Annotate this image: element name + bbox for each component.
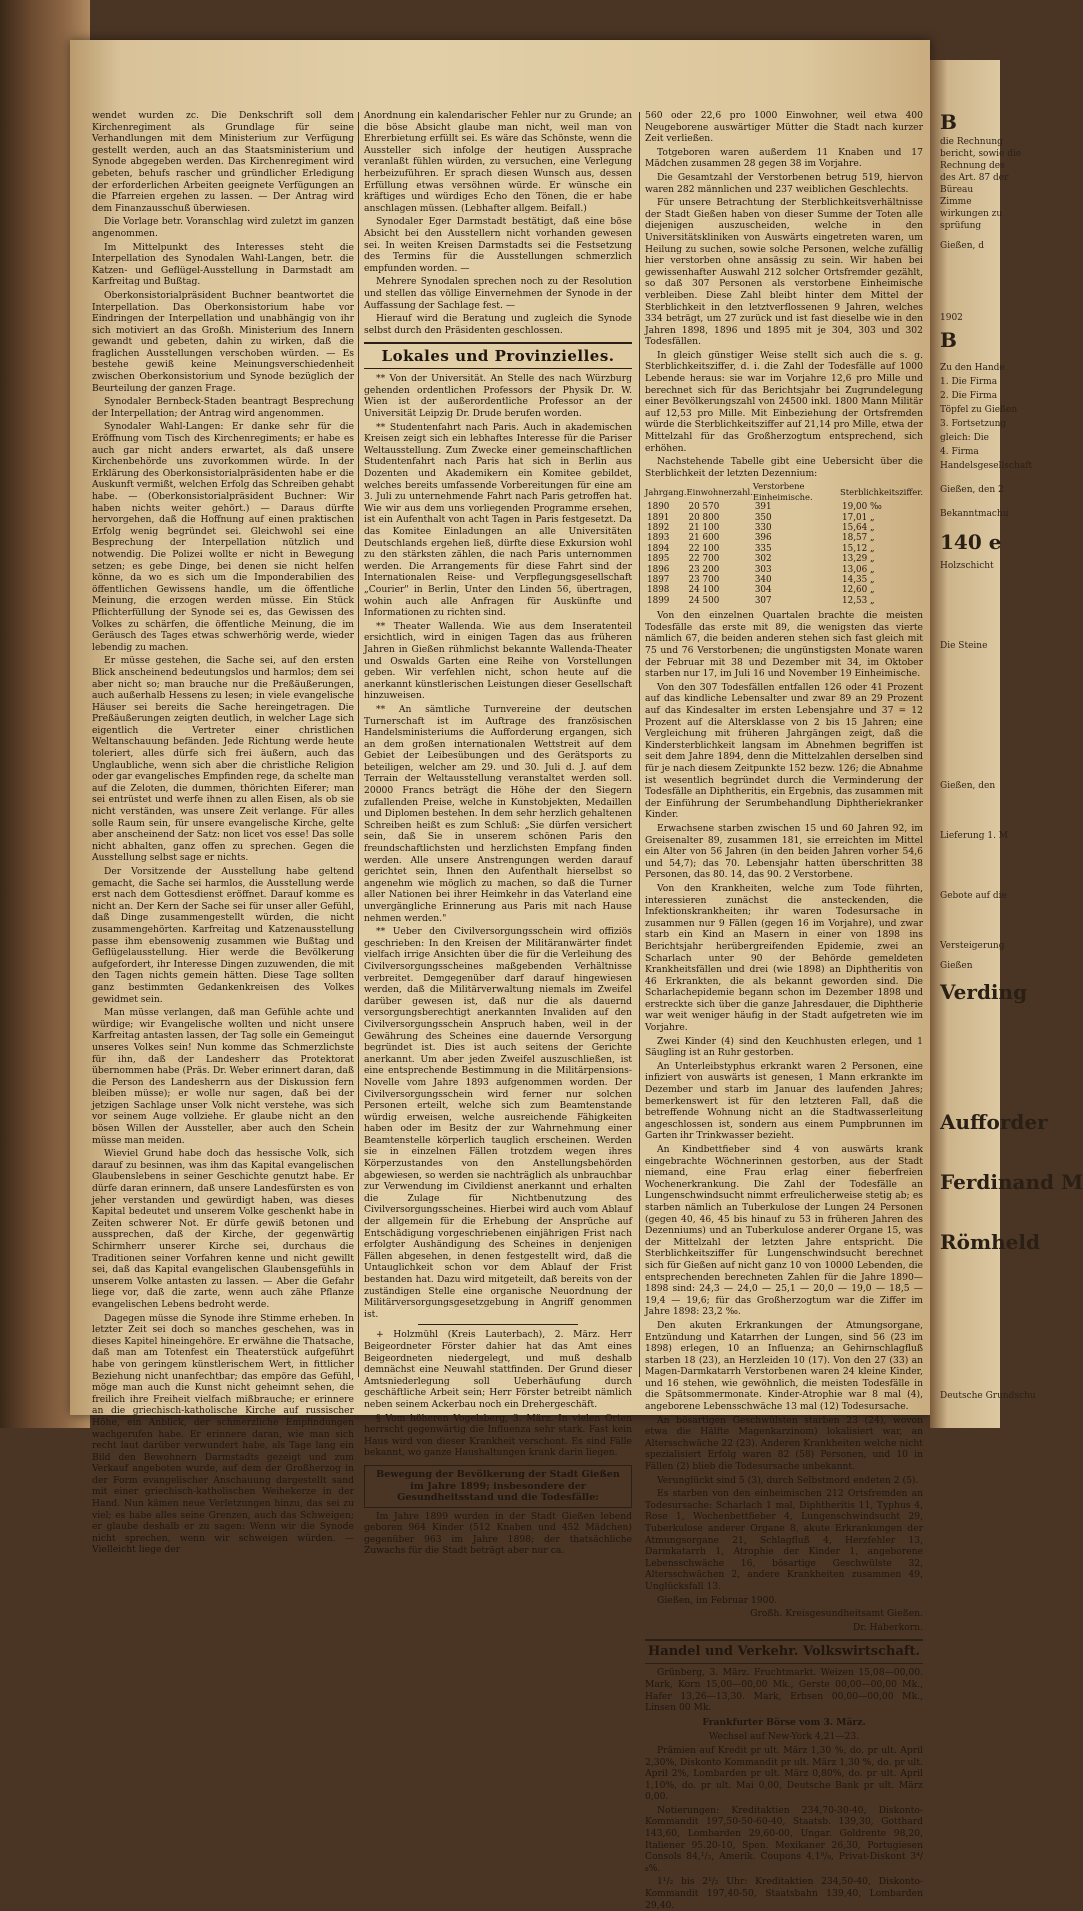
table-cell: 396 bbox=[754, 533, 772, 544]
article-paragraph: Totgeboren waren außerdem 11 Knaben und 17 Mädchen zusammen 28 gegen 38 im Vorjahre. bbox=[645, 146, 923, 170]
table-cell: 1899 bbox=[647, 595, 670, 606]
news-item: + Holzmühl (Kreis Lauterbach), 2. März. Herr Beigeordneter Förster dahier hat das Amt eines Beigeordneten niedergelegt, und muß deshalb demnächst eine Neuwahl stattfinden. Der Grund dieser Amtsniederlegung soll Ueberhäufung durch geschäftliche Arbeit sein; Herr Förster betreibt nämlich neben seinem Ackerbau noch ein Drehergeschäft. bbox=[364, 1329, 632, 1410]
table-cell: 20 800 bbox=[688, 512, 720, 523]
table-cell: 22 100 bbox=[688, 543, 720, 554]
mortality-table bbox=[645, 481, 923, 606]
article-paragraph: Zwei Kinder (4) sind den Keuchhusten erlegen, und 1 Säugling ist an Ruhr gestorben. bbox=[645, 1035, 923, 1059]
table-cell: 12,53 „ bbox=[842, 595, 875, 606]
table-cell: 12,60 „ bbox=[842, 585, 875, 596]
next-page-fragment: Gießen, den 2 bbox=[940, 485, 1004, 495]
article-paragraph: Der Vorsitzende der Ausstellung habe geltend gemacht, die Sache sei harmlos, die Ausstellung werde erst nach dem Gottesdienst eröffnet. Darauf komme es nicht an. Der Kern der Sache sei für unser aller Gefühl, daß Dinge zusammengestellt würden, die nicht zusammengehörten. Karfreitag und Katzenausstellung passe ihm ebensowenig zusammen wie Bußtag und Geflügelausstellung. Hier werde die Bevölkerung aufgefordert, ihr Interesse Dingen zuzuwenden, die mit den Tagen nichts gemein hätten. Diese Tage sollten ganz bestimmten Gedankenkreisen des Volkes gewidmet sein. bbox=[92, 866, 354, 1005]
table-cell: 1898 bbox=[647, 585, 670, 596]
article-paragraph: Dagegen müsse die Synode ihre Stimme erheben. In letzter Zeit sei doch so manches geschehen, was in dieses Kapitel hineingehöre. Er erwähne die Thatsache, daß man am Totenfest ein Theaterstück aufgeführt habe von geringem künstlerischem Wert, in fittlicher Beziehung nicht unanfechtbar; das empöre das Gefühl, möge man auch die Kunst nicht geheimnt sehen, die freilich ihre Freiheit vielfach mißbrauche; er erinnere an die griechisch-katholische Kirche auf russischer Höhe, ein Anblick, der schmerzliche Empfindungen wachgerufen habe. Er erinnere daran, wie man sich recht laut darüber verwundert habe, als Tage lang ein Bild den Bewohnern Darmstadts gezeigt und zum Verkauf angeboten wurde, auf dem der Großherzog in der Form evangelischer Anschauung dargestellt sand mit einer griechisch-katholischen Weihekerze in der Hand. Nun kämen neue Verletzungen hinzu, das sei zu viel; es habe alles seine Grenzen, auch das Schweigen; er glaube deshalb er zu sagen: Wenn wir die Synode nicht sprechen, wenn wir schweigen würden. — Vielleicht liege der bbox=[92, 1312, 354, 1556]
table-cell: 1896 bbox=[647, 564, 670, 575]
next-page-fragment: B bbox=[940, 110, 957, 134]
table-cell: 350 bbox=[754, 512, 772, 523]
table-cell: 1891 bbox=[647, 512, 670, 523]
next-page-fragment: Bekanntmachu bbox=[940, 509, 1009, 519]
market-report: Grünberg, 3. März. Fruchtmarkt. Weizen 15,08—00,00. Mark, Korn 15,00—00,00 Mk., Gerste 00,00—00,00 Mk., Hafer 13,26—13,30. Mark, Erbsen 00,00—00,00 Mk., Linsen 00 Mk. bbox=[645, 1667, 923, 1714]
adjacent-page-fragment bbox=[930, 60, 1083, 1428]
table-cell: 335 bbox=[754, 543, 772, 554]
article-paragraph: Man müsse verlangen, daß man Gefühle achte und würdige; wir Evangelische wollten und nicht unsere Karfreitag antasten lassen, der Tag solle ein Gemeingut unseres Volkes sein! Nun komme das Schmerzlichste für ihn, daß der Landesherr das Protektorat übernommen habe (Präs. Dr. Weber erinnert daran, daß die Person des Landesherrn aus der Diskussion fern bleiben müsse); er wolle nur sagen, daß bei der jetzigen Sachlage unser Volk nicht verstehe, was sich vor seinem Auge vollziehe. Er glaube nicht an den bösen Willen der Aussteller, aber auch den Schein müsse man meiden. bbox=[92, 1007, 354, 1146]
table-cell: 303 bbox=[754, 564, 772, 575]
next-page-fragment: sprüfung bbox=[940, 221, 982, 231]
article-paragraph: wendet wurden zc. Die Denkschrift soll dem Kirchenregiment als Grundlage für seine Verhandlungen mit dem Ministerium zur Verfügung gestellt werden, auch an das Staatsministerium und Synode abgegeben werden. Das Kirchenregiment wird gebeten, behufs rascher und gründlicher Erledigung der erforderlichen Arbeiten geeignete Verfügungen an die Pfarreien ergehen zu lassen. — Der Antrag wird dem Finanzausschuß überwiesen. bbox=[92, 110, 354, 214]
table-row bbox=[645, 585, 923, 595]
article-paragraph: Synodaler Eger Darmstadt bestätigt, daß eine böse Absicht bei den Ausstellern nicht vorhanden gewesen sei. In weiten Kreisen Darmstadts sei die Festsetzung des Termins für die Ausstellungen schmerzlich empfunden worden. — bbox=[364, 216, 632, 274]
article-paragraph: Synodaler Bernbeck-Staden beantragt Besprechung der Interpellation; der Antrag wird angenommen. bbox=[92, 396, 354, 419]
table-row bbox=[645, 502, 923, 512]
next-page-fragment: Zimme bbox=[940, 197, 972, 207]
table-row bbox=[645, 554, 923, 564]
table-cell: 21 100 bbox=[688, 523, 720, 534]
next-page-fragment: Gebote auf die bbox=[940, 891, 1007, 901]
separator bbox=[418, 1324, 579, 1325]
article-paragraph: Es starben von den einheimischen 212 Ortsfremden an Todesursache: Scharlach 1 mal, Diphtheritis 11, Typhus 4, Rose 1, Wochenbettfieber 4, Lungenschwindsucht 29, Tuberkulose anderer Organe 8, akute Erkrankungen der Atmungsorgane 21, Schlagfluß 4, Herzfehler 13, Darmkatarrh 1, Atrophie der Kinder 1, angeborene Lebensschwäche 16, bösartige Geschwülste 32, Altersschwächen 2, andere Krankheiten zusammen 49, Unglücksfall 13. bbox=[645, 1488, 923, 1592]
next-page-fragment: Römheld bbox=[940, 1230, 1040, 1254]
table-cell: 14,35 „ bbox=[842, 575, 875, 586]
next-page-fragment: B bbox=[940, 328, 957, 352]
table-header: Jahrgang. bbox=[645, 486, 687, 497]
table-cell: 302 bbox=[754, 554, 772, 565]
dateline: Gießen, im Februar 1900. bbox=[657, 1594, 778, 1606]
news-item: ** Studentenfahrt nach Paris. Auch in akademischen Kreisen zeigt sich ein lebhaftes Interesse für die Pariser Weltausstellung. Zum Zwecke einer gemeinschaftlichen Studentenfahrt nach Paris hat sich in Berlin aus Dozenten und Akademikern ein Komitee gebildet, welches bereits umfassende Vorbereitungen für eine am 3. Juli zu unternehmende Fahrt nach Paris getroffen hat. Wie wir aus dem uns vorliegenden Programme ersehen, ist ein Aufenthalt von acht Tagen in Paris festgesetzt. Da das Komitee Einladungen an alle Universitäten Deutschlands ergehen ließ, dürfte diese Exkursion wohl zu den stärksten zählen, die nach Paris unternommen werden. Die Arrangements für diese Fahrt sind der Internationalen Reise- und Verpflegungsgesellschaft „Courier" in Berlin, Unter den Linden 56, übertragen, wohin auch alle Anfragen für Auskünfte und Informationen zu richten sind. bbox=[364, 421, 632, 619]
column-rule bbox=[639, 112, 640, 1377]
next-page-fragment: 1902 bbox=[940, 313, 963, 323]
table-row bbox=[645, 533, 923, 543]
next-page-fragment: Lieferung 1. M bbox=[940, 831, 1009, 841]
next-page-fragment: wirkungen zu bbox=[940, 209, 1003, 219]
next-page-fragment: die Rechnung bbox=[940, 137, 1003, 147]
news-item: ** Ueber den Civilversorgungsschein wird offiziös geschrieben: In den Kreisen der Militäranwärter findet vielfach irrige Ansichten über die für die Verleihung des Civilversorgungsscheines maßgebenden Verhältnisse verbreitet. Demgegenüber darf darauf hingewiesen werden, daß die Militärverwaltung niemals im Zweifel darüber gewesen ist, daß nur die als dauernd versorgungsberechtigt anerkannten Invaliden auf den Civilversorgungsschein Anspruch haben, weil in der Gewährung des Scheines eine dauernde Versorgung begründet ist. Dies ist auch seitens der Gerichte anerkannt. Um aber jeden Zweifel auszuschließen, ist eine entsprechende Bestimmung in die Militärpensions-Novelle vom Jahre 1893 aufgenommen worden. Der Civilversorgungsschein wird ferner nur solchen Personen erteilt, welche sich zum Beamtenstande würdig erweisen, welche ausreichende Fähigkeiten haben oder im Besitz der zur Wahrnehmung einer Beamtenstelle körperlich tauglich erscheinen. Werden sie in einzelnen Fällen trotzdem wegen ihres Körperzustandes von den Anstellungsbehörden abgewiesen, so werden sie nachträglich als unbrauchbar zur Verwendung im Civildienst anerkannt und erhalten die Zulage für Nichtbenutzung des Civilversorgungsscheines. Hierbei wird auch vom Ablauf der allgemein für die Erhebung der Ansprüche auf Entschädigung vorgeschriebenen einjährigen Frist nach erfolgter Aushändigung des Scheines in denjenigen Fällen abgesehen, in denen festgestellt wird, daß die Untauglichkeit schon vor dem Ablauf der Frist bestanden hat. Dazu wird mitgeteilt, daß bereits von der zuständigen Stelle eine organische Neuordnung der Militärversorgungsgesetzgebung in Angriff genommen ist. bbox=[364, 926, 632, 1320]
article-paragraph: Von den 307 Todesfällen entfallen 126 oder 41 Prozent auf das kindliche Lebensalter und zwar 89 an 29 Prozent auf das Kindesalter im ersten Lebensjahre und 37 = 12 Prozent auf die Altersklasse von 2 bis 15 Jahren; eine Vergleichung mit früheren Jahrgängen zeigt, daß die Kindersterblichkeit langsam im Abnehmen begriffen ist seit dem Jahre 1894, denn die Mittelzahlen derselben sind für je nach diesem Zeitpunkte 152 bezw. 126; die Abnahme ist wesentlich begründet durch die Verminderung der Todesfälle an Diphtheritis, ein Ergebnis, das zusammen mit der Einführung der Serumbehandlung Diphtheriekranker Kinder. bbox=[645, 681, 923, 821]
article-paragraph: Anordnung ein kalendarischer Fehler nur zu Grunde; an die böse Absicht glaube man nicht, weil man von Ehrerbietung erfüllt sei. Es wäre das Schönste, wenn die Aussteller sich infolge der heutigen Aussprache veranlaßt fühlen würden, zu versuchen, eine Verlegung herbeizuführen. Er sprach diesen Wunsch aus, dessen Erfüllung etwas versöhnen würde. Er wünsche ein kräftiges und würdiges Echo den Tönen, die er habe anschlagen müssen. (Lebhafter allgem. Beifall.) bbox=[364, 110, 632, 214]
article-paragraph: Verunglückt sind 5 (3), durch Selbstmord endeten 2 (5). bbox=[657, 1474, 919, 1486]
news-item: Im Jahre 1899 wurden in der Stadt Gießen lebend geboren 964 Kinder (512 Knaben und 452 Mädchen) gegenüber 963 im Jahre 1898; der thatsächliche Zuwachs für die Stadt beträgt aber nur ca. bbox=[364, 1510, 632, 1557]
table-cell: 1895 bbox=[647, 554, 670, 565]
table-header-row bbox=[645, 481, 923, 502]
next-page-fragment: Gießen, d bbox=[940, 241, 985, 251]
article-paragraph: An Kindbettfieber sind 4 von auswärts krank eingebrachte Wöchnerinnen gestorben, aus der Stadt niemand, eine Frau erlag einer fieberfreien Wochenerkrankung. Die Zahl der Todesfälle an Lungenschwindsucht nimmt erfreulicherweise stetig ab; es starben nämlich an Tuberkulose der Lungen 24 Personen (gegen 40, 46, 45 bis hinauf zu 53 in früheren Jahren des Dezenniums) und an Tuberkulose anderer Organe 15, was der Mittelzahl der letzten Jahre entspricht. Die Sterblichkeitsziffer für Lungenschwindsucht berechnet sich für Gießen auf nicht ganz 10 von 10000 Lebenden, die entsprechenden berechneten Zahlen für die Jahre 1890—1898 sind: 24,3 — 24,0 — 25,1 — 20,0 — 19,0 — 18,5 — 19,4 — 19,6; für das Großherzogtum war die Ziffer im Jahre 1898: 23,2 ‰. bbox=[645, 1144, 923, 1318]
exchange-rate: Wechsel auf New-York 4,21—23. bbox=[708, 1731, 860, 1743]
article-paragraph: Nachstehende Tabelle gibt eine Uebersicht über die Sterblichkeit der letzten Dezennium: bbox=[645, 456, 923, 479]
table-cell: 23 700 bbox=[688, 575, 720, 586]
article-paragraph: Synodaler Wahl-Langen: Er danke sehr für die Eröffnung vom Tisch des Kirchenregiments; er habe es auch gar nicht anders erwartet, als daß unsere Kirchenbehörde uns zuvorkommen würde. In der Erklärung des Oberkonsistorialpräsidenten habe er die Auskunft vermißt, welchen Erfolg das Schreiben gehabt habe. — (Oberkonsistorialpräsident Buchner: Wir haben nichts weiter gehört.) — Daraus dürfte hervorgehen, daß die Hoffnung auf einen praktischen Erfolg wenig begründet sei. Gleichwohl sei eine Besprechung der Interpellation nützlich und notwendig. Die Polizei wollte er nicht in Bewegung setzen; es gebe Dinge, bei denen sie nicht helfen könne, da wo es sich um die Imponderabilien des öffentlichen Gewissens handle, um die öffentliche Meinung, die erzogen werden müsse. Ein Stück Pflichterfüllung der Synode sei es, das Gewissen des Volkes zu schärfen, die öffentliche Meinung, die im Geräusch des Tages etwas schwerhörig werde, wieder lebendig zu machen. bbox=[92, 421, 354, 653]
table-cell: 20 570 bbox=[688, 502, 720, 513]
table-cell: 307 bbox=[754, 595, 772, 606]
table-header: Einwohnerzahl. bbox=[686, 486, 753, 497]
article-paragraph: Die Vorlage betr. Voranschlag wird zuletzt im ganzen angenommen. bbox=[92, 216, 354, 239]
column-health-and-trade bbox=[645, 110, 923, 1911]
article-paragraph: Hierauf wird die Beratung und zugleich die Synode selbst durch den Präsidenten geschlossen. bbox=[364, 313, 632, 336]
next-page-fragment: bericht, sowie die bbox=[940, 149, 1022, 159]
article-paragraph: Oberkonsistorialpräsident Buchner beantwortet die Interpellation. Das Oberkonsistorium habe vor Eindringen der Interpellation und unabhängig von ihr sich motiviert an das Großh. Ministerium des Innern gewandt und gebeten, dahin zu wirken, daß die fraglichen Ausstellungen verschoben würden. — Es bestehe gewiß keine Meinungsverschiedenheit zwischen Oberkonsistorium und Synode bezüglich der Beurteilung der ganzen Frage. bbox=[92, 289, 354, 394]
next-page-fragment: Handelsgesellschaft bbox=[940, 461, 1033, 471]
news-item: § Vom höheren Vogelsberg, 3. März. In vielen Orten herrscht gegenwärtig die Influenza sehr stark. Fast kein Haus wird von dieser Krankheit verschont. Es sind Fälle bekannt, wo ganze Haushaltungen krank darin liegen. bbox=[364, 1412, 632, 1459]
article-paragraph: Von den Krankheiten, welche zum Tode führten, interessieren zunächst die ansteckenden, die Infektionskrankheiten; ihr waren Todesursache in zusammen nur 9 Fällen (gegen 16 im Vorjahre), und zwar starb ein Kind an Masern in einer von 1898 ins Berichtsjahr herübergreifenden Epidemie, zwei an Scharlach unter 90 der Behörde gemeldeten Krankheitsfällen und drei (wie 1898) an Diphtheritis von 46 Erkrankten, die als bekannt geworden sind. Die Scharlachepidemie begann schon im Dezember 1898 und erstreckte sich über die ganze Jahresdauer, die Diphtherie war weit weniger häufig in der Stadt aufgetreten wie im Vorjahre. bbox=[645, 882, 923, 1034]
news-item: ** Theater Wallenda. Wie aus dem Inseratenteil ersichtlich, wird in einigen Tagen das aus früheren Jahren in Gießen rühmlichst bekannte Wallenda-Theater und Oswalds Garten eine Reihe von Vorstellungen geben. Wir verfehlen nicht, schon heute auf die anerkannt künstlerischen Leistungen dieser Gesellschaft hinzuweisen. bbox=[364, 620, 632, 702]
next-page-fragment: 2. Die Firma bbox=[940, 391, 998, 401]
table-cell: 1894 bbox=[647, 543, 670, 554]
article-paragraph: Er müsse gestehen, die Sache sei, auf den ersten Blick anscheinend bedeutungslos und harmlos; dem sei aber nicht so; man brauche nur die Preßäußerungen, auch außerhalb Hessens zu lesen; in viele evangelische Häuser sei bereits die Sache hereingetragen. Die Preßäußerungen zeigten deutlich, in welcher Lage sich eigentlich die Vertreter einer christlichen Weltanschauung befänden. Jede Richtung werde heute toleriert, alles dürfe sich frei äußern, auch das Unglaubliche, wenn sich aber die christliche Religion oder gar evangelisches Empfinden rege, da schelte man auf die Zeloten, die dummen, thörichten Eiferer; man sei entrüstet und werfe ihnen zu allen Eisen, als ob sie nicht verständen, was unsere Zeit verlange. Für alles solle Raum sein, für unsere evangelische Kirche, gelte aber anscheinend der Satz: non licet vos esse! Das solle nicht abhalten, ganz offen zu sprechen. Gegen die Ausstellung selbst sage er nichts. bbox=[92, 655, 354, 864]
article-paragraph: Im Mittelpunkt des Interesses steht die Interpellation des Synodalen Wahl-Langen, betr. die Katzen- und Geflügel-Ausstellung in Darmstadt am Karfreitag und Bußtag. bbox=[92, 241, 354, 288]
table-cell: 330 bbox=[754, 523, 772, 534]
next-page-fragment: Töpfel zu Gießen bbox=[940, 405, 1018, 415]
closing-quotations: 1¹/₂ bis 2¹/₂ Uhr: Kreditaktien 234,50-40, Diskonto-Kommandit 197,40-50, Staatsbahn 139,40, Lombarden 29,40. bbox=[645, 1876, 923, 1911]
next-page-fragment: Zu den Hande bbox=[940, 363, 1005, 373]
next-page-fragment: Verding bbox=[940, 980, 1028, 1004]
table-cell: 22 700 bbox=[688, 554, 720, 565]
article-paragraph: An bösartigen Geschwülsten starben 23 (24), wovon etwa die Hälfte Magenkarzinom) lokalisiert war, an Altersschwäche 22 (23). Anderen Krankheiten welche nicht spezialisiert Erfolg waren 82 (58) Personen, und 10 in Fällen (2) blieb die Todesursache unbekannt. bbox=[645, 1414, 923, 1473]
article-paragraph: In gleich günstiger Weise stellt sich auch die s. g. Sterblichkeitsziffer, d. i. die Zahl der Todesfälle auf 1000 Lebende heraus: sie war im Vorjahre 12,6 pro Mille und berechnet sich für das Berichtsjahr bei Zugrundelegung einer Bevölkerungszahl von 24500 inkl. 1800 Mann Militär auf 12,53 pro Mille. Mit Einbeziehung der Ortsfremden würde die Sterblichkeitsziffer auf 21,14 pro Mille, etwa der Mittelzahl für das Großherzogtum entsprechend, sich erhöhen. bbox=[645, 349, 923, 454]
table-row bbox=[645, 565, 923, 575]
table-cell: 13,29 „ bbox=[842, 554, 875, 565]
table-cell: 17,01 „ bbox=[842, 512, 875, 523]
next-page-fragment: 3. Fortsetzung bbox=[940, 419, 1007, 429]
table-row bbox=[645, 575, 923, 585]
next-page-fragment: des Art. 87 der bbox=[940, 173, 1009, 183]
article-paragraph: An Unterleibstyphus erkrankt waren 2 Personen, eine infiziert von auswärts ist genesen, 1 Mann erkrankte im Dezember und starb im Januar des laufenden Jahres; bemerkenswert ist für den letzteren Fall, daß die betreffende Wohnung nicht an die Stadtwasserleitung angeschlossen ist, sondern aus einem Pumpbrunnen im Garten ihr Trinkwasser bezieht. bbox=[645, 1060, 923, 1142]
table-row bbox=[645, 523, 923, 533]
table-row bbox=[645, 544, 923, 554]
table-cell: 1892 bbox=[647, 523, 670, 534]
next-page-fragment: 4. Firma bbox=[940, 447, 979, 457]
news-item: ** An sämtliche Turnvereine der deutschen Turnerschaft ist im Auftrage des französischen Handelsministeriums die Aufforderung ergangen, sich an dem großen internationalen Wettstreit auf dem Gebiet der Leibesübungen und des Gerätsports zu beteiligen, welcher am 29. und 30. Juli d. J. auf dem Terrain der Weltausstellung veranstaltet werden soll. 20000 Francs beträgt die Höhe der den Siegern zufallenden Preise, welche in Kunstobjekten, Medaillen und Diplomen bestehen. In dem sehr herzlich gehaltenen Schreiben heißt es zum Schluß: „Sie dürfen versichert sein, daß Sie in unserem schönen Paris den freundschaftlichsten und herzlichsten Empfang finden werden. Alle unsere Anstrengungen werden darauf gerichtet sein, Ihnen den Aufenthalt hierselbst so angenehm wie möglich zu machen, so daß die Turner aller Nationen bei ihrer Heimkehr in das Vaterland eine unvergängliche Erinnerung aus Paris mit nach Hause nehmen werden." bbox=[364, 703, 632, 924]
next-page-fragment: Büreau bbox=[940, 185, 974, 195]
next-page-fragment: Gießen bbox=[940, 961, 973, 971]
table-cell: 1893 bbox=[647, 533, 670, 544]
table-row bbox=[645, 513, 923, 523]
next-page-fragment: Holzschicht bbox=[940, 561, 994, 571]
next-page-fragment: 1. Die Firma bbox=[940, 377, 998, 387]
table-header: Sterblichkeitsziffer. bbox=[840, 486, 923, 497]
next-page-fragment: 140 e bbox=[940, 530, 1002, 554]
signature-name: Dr. Haberkorn. bbox=[852, 1621, 923, 1633]
article-paragraph: Den akuten Erkrankungen der Atmungsorgane, Entzündung und Katarrhen der Lungen, sind 56 (23 im 1898) erlegen, 10 an Influenza; an Gehirnschlagfluß starben 18 (23), an Herzleiden 10 (17). Von den 27 (33) an Magen-Darmkatarrh Verstorbenen waren 24 kleine Kinder, und 16 stehen, wie gewöhnlich, die meisten Todesfälle in die Spätsommermonate. Kinder-Atrophie war 8 mal (4), angeborene Lebensschwäche 13 mal (12) Todesursache. bbox=[645, 1319, 923, 1413]
next-page-fragment: Die Steine bbox=[940, 641, 988, 651]
next-page-fragment: Gießen, den bbox=[940, 781, 996, 791]
table-cell: 1897 bbox=[647, 575, 670, 586]
exchange-heading: Frankfurter Börse vom 3. März. bbox=[702, 1716, 866, 1728]
table-cell: 1890 bbox=[647, 502, 670, 513]
table-cell: 21 600 bbox=[688, 533, 720, 544]
table-cell: 18,57 „ bbox=[842, 533, 875, 544]
article-paragraph: Von den einzelnen Quartalen brachte die meisten Todesfälle das erste mit 89, die wenigsten das vierte nämlich 67, die beiden anderen stehen sich fast gleich mit 75 und 76 Verstorbenen; die ungünstigsten Monate waren der Februar mit 38 und Dezember mit 34, im Oktober starben nur 17, im Juli 16 und November 19 Einheimische. bbox=[645, 610, 923, 680]
next-page-fragment: gleich: Die bbox=[940, 433, 989, 443]
article-paragraph: Für unsere Betrachtung der Sterblichkeitsverhältnisse der Stadt Gießen haben von dieser Summe der Toten alle diejenigen auszuscheiden, welche in den Universitätskliniken von Auswärts eingetreten waren, um Heilung zu suchen, sowie solche Personen, welche zufällig hier verstorben ohne ansässig zu sein. Wir haben bei gewissenhafter Auswahl 212 solcher Ortsfremder gezählt, so daß 307 Personen als verstorbene Einheimische verbleiben. Diese Zahl bleibt hinter dem Mittel der Sterblichkeit in den letztverflossenen 9 Jahren, welches 334 beträgt, um 27 zurück und ist fast dieselbe wie in den Jahren 1898, 1896 und 1895 mit je 304, 303 und 302 Todesfällen. bbox=[645, 197, 923, 348]
table-cell: 19,00 ‰ bbox=[842, 502, 882, 513]
next-page-fragment: Aufforder bbox=[940, 1110, 1048, 1134]
table-header: Verstorbene Einheimische. bbox=[752, 481, 813, 502]
quotations: Notierungen: Kreditaktien 234,70-30-40, Diskonto-Kommandit 197,50-50-60-40, Staatsb. 139,30, Gotthard 143,60, Lombarden 29,60-00, Ungar. Goldrente 98,20, Italiener 95.20-10, Spen. Mexikaner 26,30, Portugiesen Consols 84,¹/₂, Amerik. Coupons 4,1⁹/₈, Privat-Diskont 3⁴/₈%. bbox=[645, 1804, 923, 1874]
table-cell: 304 bbox=[754, 585, 772, 596]
next-page-fragment: Versteigerung bbox=[940, 941, 1005, 951]
section-heading-trade: Handel und Verkehr. Volkswirtschaft. bbox=[645, 1639, 923, 1664]
news-item: ** Von der Universität. An Stelle des nach Würzburg gehenden ordentlichen Professors der Physik Dr. W. Wien ist der außerordentliche Professor an der Universität Leipzig Dr. Drude berufen worden. bbox=[364, 373, 632, 420]
article-paragraph: Wieviel Grund habe doch das hessische Volk, sich darauf zu besinnen, was ihm das Kapital evangelischen Glaubenslebens in seiner Geschichte genutzt habe. Er dürfe daran erinnern, daß unsere Landesfürsten es von jeher verstanden und gewürdigt haben, was dieses Kapital bedeutet und unserem Volke geschenkt habe in Zeiten schwerer Not. Er dürfe gewiß betonen und aussprechen, daß der Kirche, der gegenwärtig Schirmherr unserer Kirche sei, durchaus die Traditionen seiner Vorfahren kenne und nicht gewillt sei, daß das Kapital evangelischen Glaubensgefühls in unserem Volke antasten zu lassen. — Aber die Gefahr liege vor, daß die zarte, wenn auch zähe Pflanze evangelischen Lebens bedroht werde. bbox=[92, 1148, 354, 1310]
population-report-heading: Bewegung der Bevölkerung der Stadt Gießen im Jahre 1899; insbesondere der Gesundheitsstand und die Todesfälle: bbox=[364, 1465, 632, 1508]
signature-org: Großh. Kreisgesundheitsamt Gießen. bbox=[750, 1608, 923, 1620]
table-cell: 24 100 bbox=[688, 585, 720, 596]
table-cell: 15,64 „ bbox=[842, 523, 875, 534]
next-page-fragment: Deutsche Grundschu bbox=[940, 1391, 1036, 1401]
table-cell: 24 500 bbox=[688, 595, 720, 606]
table-cell: 15,12 „ bbox=[842, 543, 875, 554]
table-row bbox=[645, 596, 923, 606]
table-cell: 23 200 bbox=[688, 564, 720, 575]
section-heading-local: Lokales und Provinzielles. bbox=[364, 342, 632, 369]
column-rule bbox=[358, 112, 359, 1377]
article-paragraph: 560 oder 22,6 pro 1000 Einwohner, weil etwa 400 Neugeborene auswärtiger Mütter die Stadt nach kurzer Zeit verließen. bbox=[645, 110, 923, 145]
article-paragraph: Mehrere Synodalen sprechen noch zu der Resolution und stellen das völlige Einvernehmen der Synode in der Auffassung der Sachlage fest. — bbox=[364, 276, 632, 311]
table-cell: 391 bbox=[754, 502, 772, 513]
premiums: Prämien auf Kredit pr ult. März 1,30 %, do. pr ult. April 2,30%, Diskonto Kommandit pr ult. März 1,30 %, do. pr ult. April 2%, Lombarden pr ult. März 0,80%, do. pr ult. April 1,10%, do. pr ult. Mai 0,00, Deutsche Bank pr ult. März 0,00. bbox=[645, 1744, 923, 1803]
column-local-news bbox=[364, 110, 632, 1557]
article-paragraph: Erwachsene starben zwischen 15 und 60 Jahren 92, im Greisenalter 89, zusammen 181, sie erreichten im Mittel ein Alter von 56 Jahren (in den beiden Jahren vorher 54,6 und 54,7); das 70. Lebensjahr hatten überschritten 38 Personen, das 80. 14, das 90. 2 Verstorbene. bbox=[645, 822, 923, 881]
column-synod-report bbox=[92, 110, 354, 1556]
table-cell: 340 bbox=[754, 575, 772, 586]
article-paragraph: Die Gesamtzahl der Verstorbenen betrug 519, hiervon waren 282 männlichen und 237 weiblichen Geschlechts. bbox=[645, 171, 923, 195]
next-page-fragment: Ferdinand M bbox=[940, 1170, 1083, 1194]
next-page-fragment: Rechnung des bbox=[940, 161, 1005, 171]
table-cell: 13,06 „ bbox=[842, 564, 875, 575]
